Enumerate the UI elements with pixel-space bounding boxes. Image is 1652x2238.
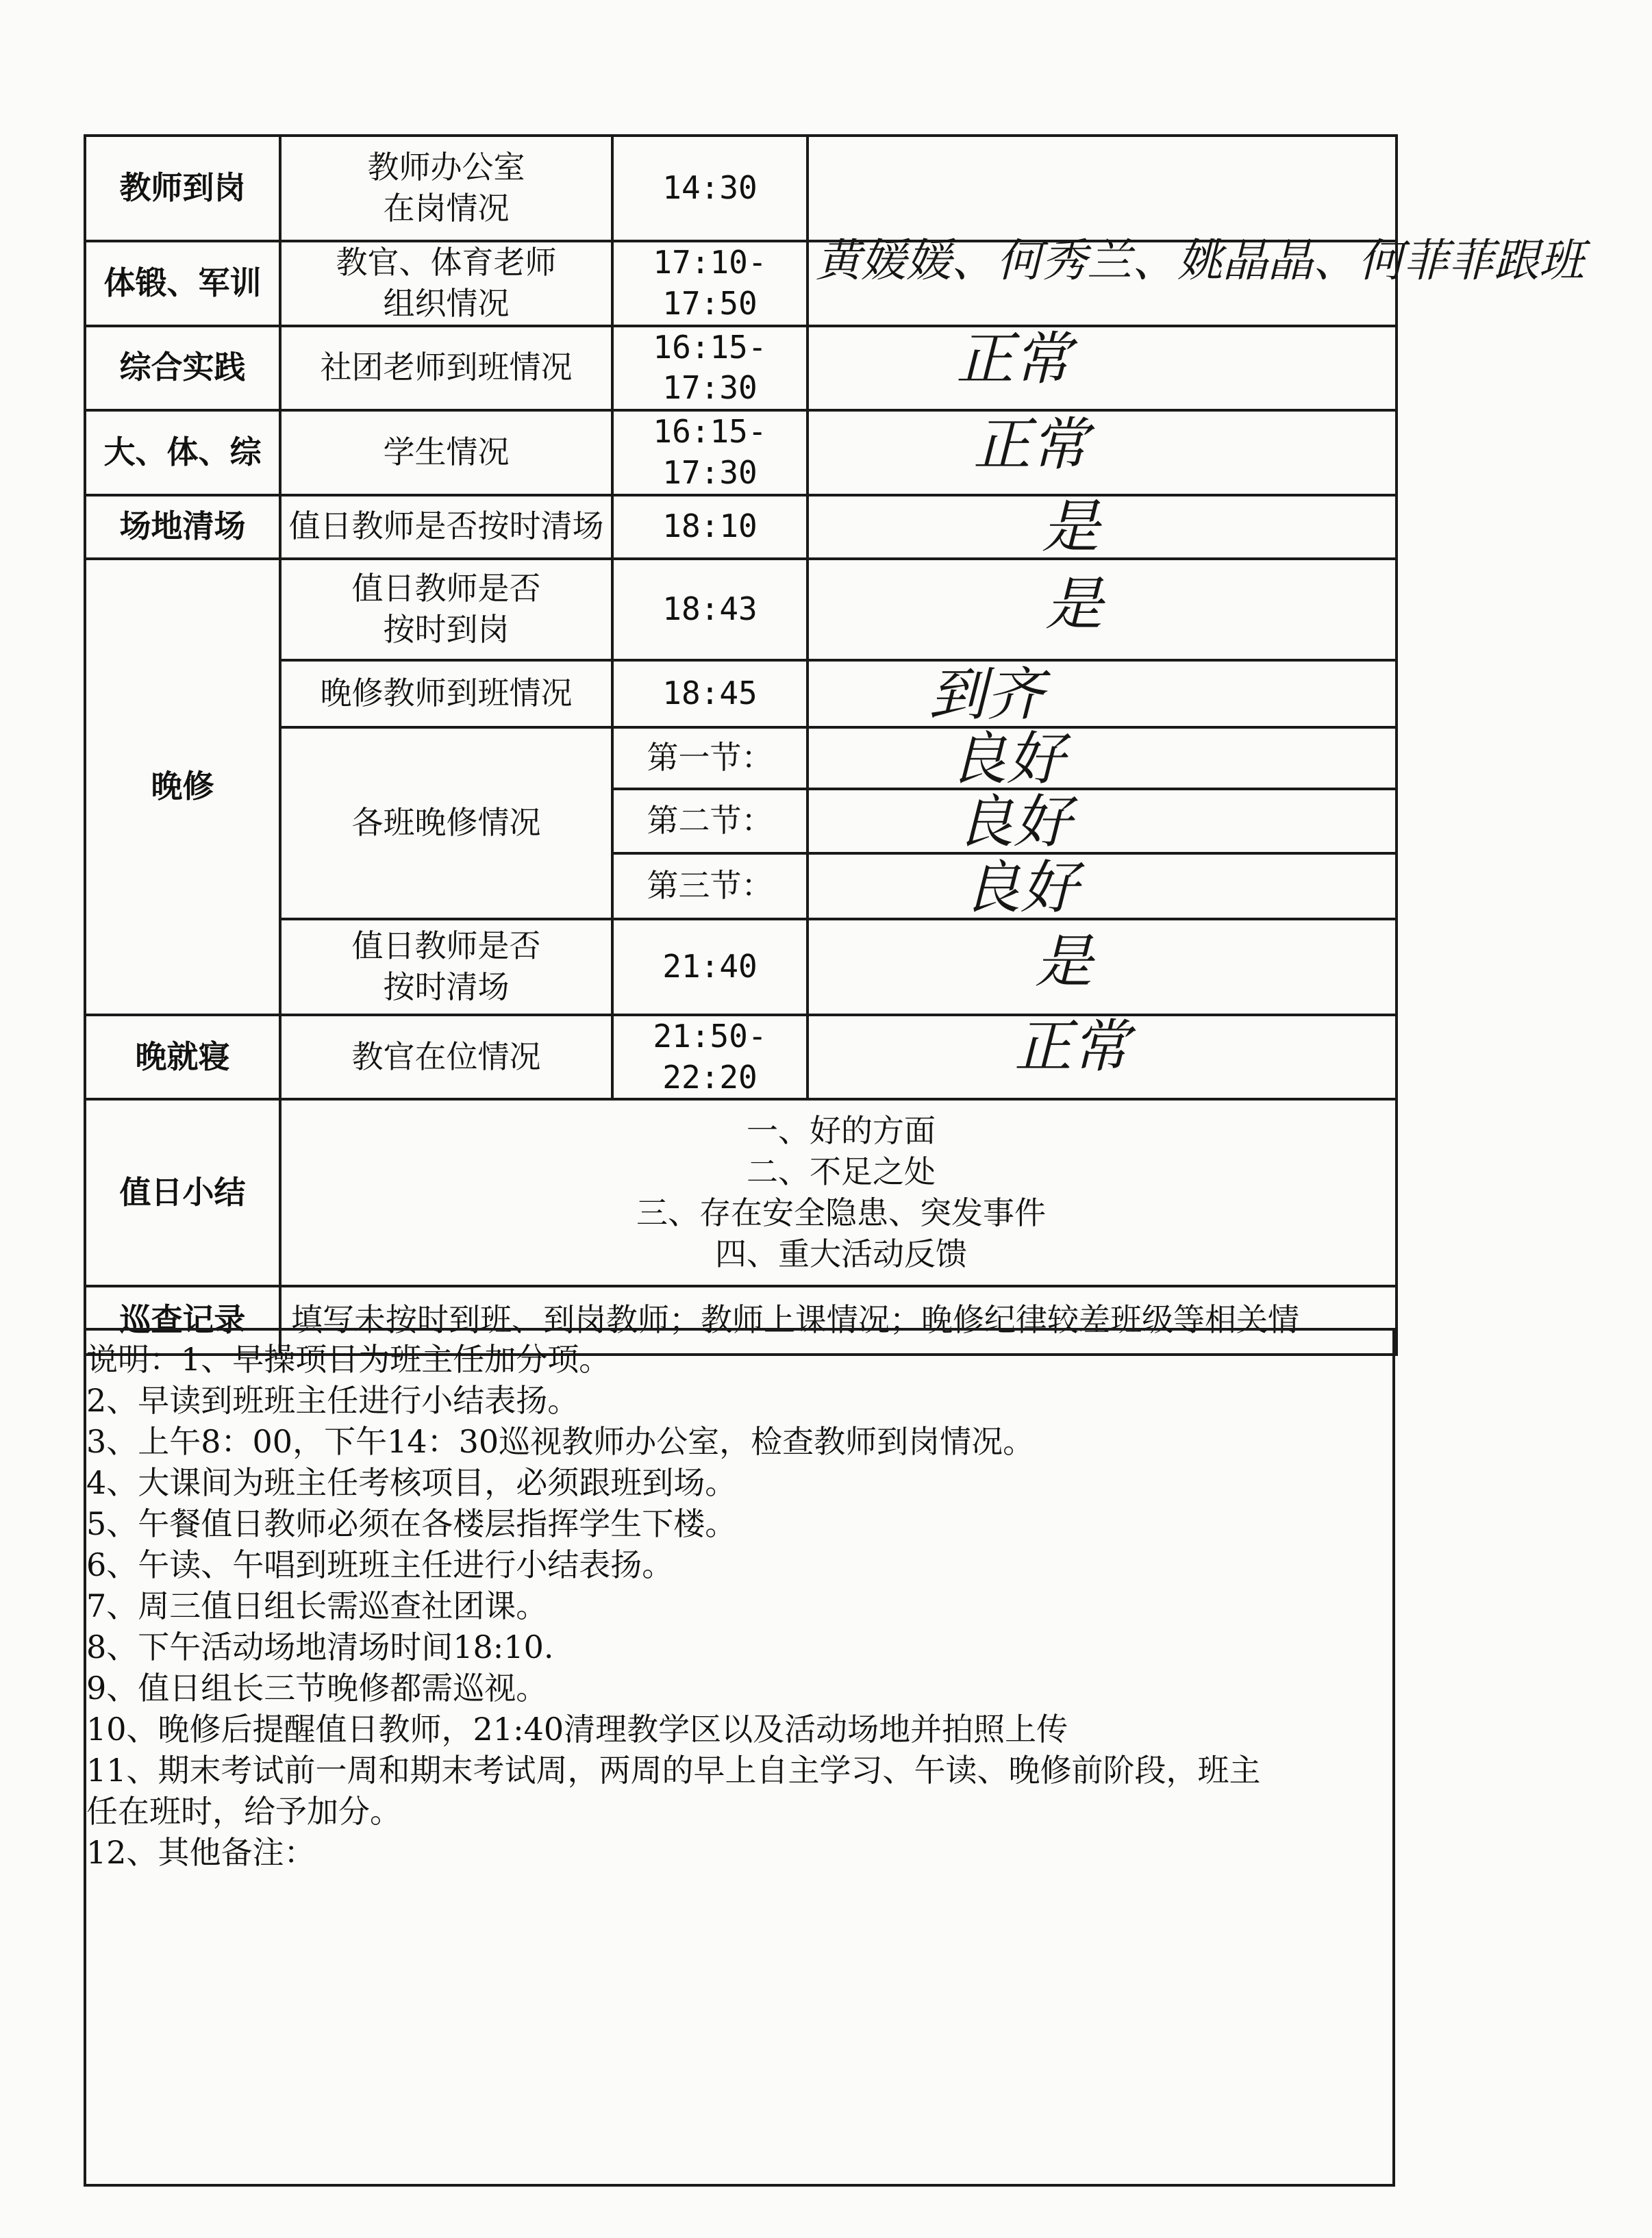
handwritten-record: 是: [1035, 927, 1093, 995]
item-cell: [280, 241, 612, 326]
item-cell: [280, 136, 612, 241]
record-cell: [808, 853, 1397, 919]
record-cell: [808, 136, 1397, 241]
item-line: 教官、体育老师: [336, 244, 557, 281]
item-cell: [280, 919, 612, 1015]
category-cell: 晚修: [85, 559, 280, 1015]
item-line: 按时清场: [383, 968, 510, 1005]
note-line: 6、午读、午唱到班班主任进行小结表扬。: [86, 1546, 674, 1583]
time-cell: 21:40: [612, 919, 808, 1015]
duty-record-sheet: [84, 134, 1584, 2189]
item-line: 按时到岗: [383, 610, 510, 648]
note-line: 9、值日组长三节晚修都需巡视。: [86, 1670, 548, 1707]
time-cell: 18:10: [612, 495, 808, 559]
row-lesson-1: [85, 727, 1397, 789]
item-line: 值日教师是否: [351, 927, 541, 964]
category-cell: 巡查记录: [85, 1286, 280, 1355]
item-cell: 值日教师是否按时清场: [280, 495, 612, 559]
row-teacher-arrival: [85, 136, 1397, 241]
category-cell: 晚就寝: [85, 1015, 280, 1100]
item-line: 值日教师是否: [351, 569, 541, 607]
record-cell: [808, 919, 1397, 1015]
row-evening-clearing: [85, 919, 1397, 1015]
note-line: 5、午餐值日教师必须在各楼层指挥学生下楼。: [86, 1505, 737, 1542]
summary-item: 二、不足之处: [747, 1153, 936, 1190]
row-students: [85, 410, 1397, 495]
item-line: 在岗情况: [383, 190, 510, 227]
row-bedtime: [85, 1015, 1397, 1100]
row-clearing: [85, 495, 1397, 559]
item-cell: 晚修教师到班情况: [280, 660, 612, 727]
item-line: 教师办公室: [367, 149, 525, 186]
row-summary: [85, 1099, 1397, 1286]
notes-section: [84, 1328, 1395, 2187]
item-cell: [280, 559, 612, 660]
summary-list: [280, 1099, 1397, 1286]
patrol-text: 填写未按时到班、到岗教师；教师上课情况；晚修纪律较差班级等相关情: [280, 1286, 1397, 1355]
lesson-label: 第二节：: [612, 789, 808, 853]
time-cell: 21:50-22:20: [612, 1015, 808, 1100]
summary-item: 一、好的方面: [747, 1111, 936, 1149]
time-cell: 18:43: [612, 559, 808, 660]
handwritten-record: 是: [1042, 492, 1100, 560]
record-cell: [808, 410, 1397, 495]
category-cell: 场地清场: [85, 495, 280, 559]
row-evening-teacher: [85, 660, 1397, 727]
duty-table: [84, 134, 1584, 1356]
handwritten-record: 到齐: [929, 660, 1044, 728]
note-line: 7、周三值日组长需巡查社团课。: [86, 1587, 548, 1624]
handwritten-record: 正常: [956, 325, 1072, 392]
item-cell: 学生情况: [280, 410, 612, 495]
note-line: 4、大课间为班主任考核项目，必须跟班到场。: [86, 1464, 737, 1501]
note-line: 说明：1、早操项目为班主任加分项。: [86, 1341, 611, 1378]
row-training: [85, 241, 1397, 326]
record-cell: [808, 492, 1397, 560]
category-cell: 体锻、军训: [85, 241, 280, 326]
note-line: 10、晚修后提醒值日教师，21:40清理教学区以及活动场地并拍照上传: [86, 1711, 1068, 1748]
record-cell: [808, 1012, 1397, 1100]
item-cell: 社团老师到班情况: [280, 326, 612, 411]
note-line: 11、期末考试前一周和期末考试周，两周的早上自主学习、午读、晚修前阶段，班主: [86, 1752, 1261, 1789]
time-cell: 16:15-17:30: [612, 410, 808, 495]
item-cell: 教官在位情况: [280, 1015, 612, 1100]
note-line: 3、上午8：00，下午14：30巡视教师办公室，检查教师到岗情况。: [86, 1423, 1035, 1460]
row-practice: [85, 326, 1397, 411]
record-cell: [808, 559, 1397, 660]
handwritten-record: 良好: [963, 853, 1079, 921]
handwritten-record: 正常: [1014, 1012, 1130, 1080]
item-line: 组织情况: [383, 284, 510, 322]
summary-item: 三、存在安全隐患、突发事件: [636, 1194, 1046, 1231]
record-cell: [808, 725, 1397, 792]
lesson-label: 第一节：: [612, 727, 808, 789]
row-evening-on-time: [85, 559, 1397, 660]
category-cell: 大、体、综: [85, 410, 280, 495]
summary-item: 四、重大活动反馈: [715, 1235, 967, 1272]
handwritten-record: 是: [1045, 570, 1103, 638]
note-line: 8、下午活动场地清场时间18:10.: [86, 1629, 554, 1665]
record-cell: [808, 234, 1584, 326]
handwritten-record: 正常: [973, 411, 1089, 479]
time-cell: 16:15-17:30: [612, 326, 808, 411]
time-cell: 18:45: [612, 660, 808, 727]
note-line: 2、早读到班班主任进行小结表扬。: [86, 1382, 579, 1419]
record-cell: [808, 789, 1397, 853]
category-cell: 综合实践: [85, 326, 280, 411]
handwritten-record: 良好: [956, 788, 1072, 855]
handwritten-record: 良好: [949, 725, 1065, 792]
time-cell: 17:10-17:50: [612, 241, 808, 326]
category-cell: 教师到岗: [85, 136, 280, 241]
time-cell: 14:30: [612, 136, 808, 241]
record-cell: [808, 326, 1397, 411]
record-cell: [808, 660, 1397, 727]
category-cell: 值日小结: [85, 1099, 280, 1286]
item-cell: 各班晚修情况: [280, 727, 612, 919]
handwritten-record: 黄媛媛、何秀兰、姚晶晶、何菲菲跟班: [816, 234, 1584, 287]
note-line: 12、其他备注：: [86, 1834, 316, 1871]
lesson-label: 第三节：: [612, 853, 808, 919]
note-line: 任在班时，给予加分。: [86, 1793, 401, 1830]
